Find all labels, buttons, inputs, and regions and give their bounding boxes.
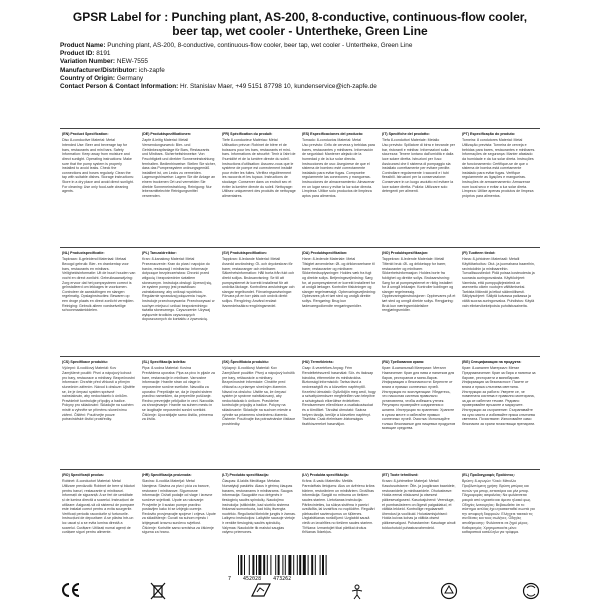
spec-cell	[60, 248, 140, 356]
spec-material: Kraan: 8-juhtmeline Materjal: Metall	[382, 478, 439, 483]
spec-cell	[140, 129, 220, 247]
spec-material: Krāns: 8-vadu Materiāls: Metāls	[302, 478, 353, 483]
triman-icon	[348, 582, 366, 605]
spec-material: Tomado: 8-conductos Material: Metal	[302, 137, 361, 142]
spec-heading: (FI) Tuotteen tiedot:	[462, 251, 496, 255]
barcode-bar	[308, 555, 309, 575]
spec-material: Hana: 8-johtoinen Materiaali: Metalli	[462, 256, 520, 261]
language-specification-grid	[60, 128, 540, 579]
spec-material: Tappkran: 8-ledande Material: Metall	[222, 256, 281, 261]
info-label: Contact Person & Contact Information:	[60, 83, 179, 91]
spec-material: Výčepní: 8-vodičový Materiál: Kov	[62, 365, 117, 370]
spec-body: Verwendungszweck: Bier- und Getränkezapfanlage für Bars, Restaurants und Minibars. Sicherheitshinweise: Von Feuchtigkeit und direkter Sonneneinstrahlung fernhalten. Bedienhinweise: Stellen Sie sicher, dass das Pumpensystem ordnungsgemäß installiert ist, um Lecks zu vermeiden. Lagerungshinweise: Lagern Sie die Anlage an einem trockenen Ort und vermeiden Sie direkte Sonneneinstrahlung. Reinigung: Nur lebensmittelechte Reinigungsmittel verwenden.	[142, 143, 216, 198]
spec-heading: (ES) Especificaciones del producto:	[302, 132, 364, 136]
spec-body: Numatytoji paskirtis: Alaus ir gėrimų čiaupas barams, restoranams ir minibarams. Saugos informacija: Saugokite nuo drėgmės ir tiesioginių saulės spindulių. Naudojimo instrukcija: Įsitikinkite, kad siurblio sistema tinkamai sumontuota, kad būtų išvengta nuotėkio. Reguliariai tikrinkite jungtis ir žarnas. Laikymo instrukcijos: Laikykite sausoje vietoje ir venkite tiesioginių saulės spindulių. Valymas: Naudokite tik maistui saugias valymo priemones.	[222, 484, 296, 535]
spec-heading: (PT) Especificação do produto:	[462, 132, 516, 136]
barcode-bar	[252, 555, 254, 575]
barcode-bar	[263, 555, 265, 575]
barcode-left-digits: 452028	[243, 576, 262, 582]
spec-heading: (SK) Špecifikácia produktu:	[222, 360, 269, 364]
info-product-name	[60, 42, 540, 50]
spec-material: Tiefe 8-conducteur Matériau: Métal	[222, 137, 278, 142]
spec-heading: (SV) Produktspecifikation:	[222, 251, 267, 255]
info-value: Germany	[116, 74, 144, 82]
barcode-bar	[311, 555, 313, 575]
spec-cell	[140, 357, 220, 469]
spec-body: Predvidena uporaba: Pipa za pivo in pijače za bare, restavracije in minibare. Varnostne informacije: Hranite stran od vlage in neposredne sončne svetlobe. Navodila za uporabo: Prepričajte se, da je črpalni sistem pravilno nameščen, da preprečite puščanje. Redno preverjajte priključke in cevi. Navodila za shranjevanje: Hranite na suhem mestu in se izogibajte neposredni sončni svetlobi. Čiščenje: Uporabljajte samo čistila, primerna za živila.	[142, 371, 215, 422]
spec-heading: (HU) Termékleírás:	[302, 360, 334, 364]
spec-cell	[460, 248, 540, 356]
spec-heading: (EL) Προδιαγραφές Προϊόντος:	[462, 473, 515, 477]
spec-material: Кран: 8-канальный Материал: Металл	[382, 365, 446, 370]
spec-material: Výčapný: 8-vodičový Materiál: Kov	[222, 365, 277, 370]
spec-cell	[380, 129, 460, 247]
spec-heading: (BG) Спецификация на продукта:	[462, 360, 522, 364]
spec-material: Tappekran: 8-ledende Materiale: Metall	[382, 256, 445, 261]
spec-band	[60, 356, 540, 469]
spec-cell	[460, 470, 540, 579]
spec-cell	[140, 248, 220, 356]
info-value: 8191	[96, 50, 111, 58]
spec-heading: (LT) Produkto specifikacija:	[222, 473, 269, 477]
spec-body: Zamýšlené použití: Pivní a nápojový kohout pro bary, restaurace a minibary. Bezpečnostní informace: Chraňte před vlhkostí a přímým slunečním zářením. Návod k obsluze: Ujistěte se, že je čerpací systém správně nainstalován, aby nedocházelo k únikům. Pravidelně kontrolujte přípojky a hadice. Pokyny pro skladování: Skladujte na suchém místě a vyhněte se přímému slunečnímu záření. Čištění: Používejte pouze potravinářské čisticí prostředky.	[62, 371, 135, 422]
spec-body: Kasutusotstarve: Õlle- ja joogikraan baaridele, restoranidele ja minibaaridele. Ohutusteave: Hoida eemal niiskusest ja otsesest päikesevalgusest. Kasutusjuhend: Veenduge, et pumbasüsteem on õigesti paigaldatud, et vältida lekkeid. Kontrollige regulaarselt ühendusi ja voolikuid. Hoiustamisjuhised: Hoida kuivas kohas ja vältida otsest päikesevalgust. Puhastamine: Kasutage ainult toiduohutuid puhastusvahendeid.	[382, 484, 456, 530]
weee-bin-icon	[150, 582, 166, 605]
spec-cell	[380, 470, 460, 579]
spec-material: Кран: 8-канален Материал: Метал	[462, 365, 520, 370]
barcode-bar	[282, 555, 283, 575]
recycling-icon	[440, 582, 458, 605]
info-value: NEW-7555	[116, 58, 148, 66]
spec-cell	[140, 470, 220, 579]
barcode-lead-digit: 7	[228, 576, 232, 582]
spec-band	[60, 247, 540, 356]
barcode-bar	[278, 555, 280, 575]
info-label: Product ID:	[60, 50, 95, 58]
spec-body: Paredzētais lietojums: Alus un dzērienu krāns bāriem, restorāniem un minibāriem. Drošības informācija: Sargāt no mitruma un tiešiem saules stariem. Lietošanas instrukcija: Pārliecinieties, ka sūkņa sistēma ir pareizi uzstādīta, lai izvairītos no noplūdēm. Regulāri pārbaudiet savienojumus un šļūtenes. Uzglabāšanas norādījumi: Uzglabāt sausā vietā un izvairīties no tiešiem saules stariem. Tīrīšana: Izmantojiet tikai pārtikai drošus tīrīšanas līdzekļus.	[302, 484, 375, 535]
spec-heading: (FR) Spécification du produit:	[222, 132, 273, 136]
barcode-bar	[303, 555, 306, 575]
spec-cell	[380, 248, 460, 356]
spec-heading: (EN) Product Specification:	[62, 132, 109, 136]
spec-body: Namjena: Slavina za pivo i pića za barove, restorane i minibarove. Sigurnosne informacije: Držati podalje od vlage i izravne sunčeve svjetlosti. Upute za rukovanje: Provjerite je li sustav pumpe pravilno postavljen kako bi se izbjeglo curenje. Redovito provjeravajte spojeve i crijeva. Upute za skladištenje: Čuvati na suhom mjestu i izbjegavati izravnu sunčevu svjetlost. Čišćenje: Koristite samo sredstva za čišćenje sigurna za hranu.	[142, 484, 216, 535]
info-label: Product Name:	[60, 42, 106, 49]
spec-heading: (NL) Productspecificatie:	[62, 251, 105, 255]
barcode-bar	[293, 555, 294, 575]
barcode	[236, 555, 364, 575]
spec-heading: (NO) Produktspesifikasjon:	[382, 251, 429, 255]
info-variation-number	[60, 58, 540, 66]
barcode-bar	[258, 555, 261, 575]
info-value: Hr. Stanislav Maer, +49 5151 87798 10, kundenservice@ich-zapfe.de	[180, 83, 377, 91]
spec-body: Utilizare prevăzută: Robinet de bere și băuturi pentru baruri, restaurante și minibaruri. Informații de siguranță: A se feri de umiditate și de lumina directă a soarelui. Instrucțiuni de utilizare: Asigurați-vă că sistemul de pompare este instalat corect pentru a evita scurgerile. Verificați periodic racordurile și furtunurile. Instrucțiuni de depozitare: A se păstra într-un loc uscat și a se evita lumina directă a soarelui. Curățare: Utilizați numai agenți de curățare siguri pentru alimente.	[62, 484, 135, 535]
spec-material: Robinet: 8-conductori Material: Metal	[62, 478, 121, 483]
spec-cell	[220, 357, 300, 469]
spec-body: Utilização prevista: Torneira de cerveja e bebidas para bares, restaurantes e minibares. Informações de segurança: Manter afastado da humidade e da luz solar direta. Instruções de funcionamento: Certifique-se de que o sistema de bomba está corretamente instalado para evitar fugas. Verifique regularmente as ligações e mangueiras. Instruções de armazenamento: Armazenar num local seco e evitar a luz solar direta. Limpeza: Utilize apenas produtos de limpeza próprios para alimentos.	[462, 143, 536, 198]
spec-body: Utilisation prévue: Robinet de bière et de boissons pour les bars, restaurants et mini-bars. Informations de sécurité: Tenir à l'abri de l'humidité et de la lumière directe du soleil. Instructions d'utilisation: Assurez-vous que le système de pompe est correctement installé pour éviter les fuites. Vérifiez régulièrement les raccords et les tuyaux. Instructions de stockage: Conserver dans un endroit sec et éviter la lumière directe du soleil. Nettoyage: Utilisez uniquement des produits de nettoyage alimentaires.	[222, 143, 296, 198]
spec-material: Disc 8-conductive Material: Metal	[62, 137, 115, 142]
spec-cell	[380, 357, 460, 469]
barcode-bar	[270, 555, 271, 575]
spec-heading: (RO) Specificații produs:	[62, 473, 105, 477]
info-label: Variation Number:	[60, 58, 116, 66]
info-label: Country of Origin:	[60, 74, 116, 82]
spec-body: Предназначение: Кран за бира и напитки за барове, ресторанти и минибарове. Информация за безопасност: Пазете от влага и пряка слънчева светлина. Инструкции за работа: Уверете се, че помпената система е правилно монтирана, за да се избегнат течове. Редовно проверявайте връзките и маркучите. Инструкции за съхранение: Съхранявайте на сухо място и избягвайте пряка слънчева светлина. Почистване: Използвайте само безопасни за храни почистващи препарати.	[462, 371, 536, 426]
barcode-bar	[297, 555, 298, 575]
barcode-bar	[249, 555, 250, 575]
barcode-bar	[240, 555, 242, 575]
spec-material: Čiaupas: 8-laidis Medžiaga: Metalas	[222, 478, 280, 483]
spec-cell	[60, 129, 140, 247]
spec-body: Zamýšľané použitie: Pivný a nápojový kohútik pre bary, reštaurácie a minibary. Bezpečnostné informácie: Chráňte pred vlhkosťou a priamym slnečným žiarením. Návod na obsluhu: Uistite sa, že čerpací systém je správne nainštalovaný, aby nedochádzalo k únikom. Pravidelne kontrolujte prípojky a hadice. Pokyny na skladovanie: Skladujte na suchom mieste a vyhnite sa priamemu slnečnému žiareniu. Čistenie: Používajte iba potravinárske čistiace prostriedky.	[222, 371, 296, 426]
spec-cell	[460, 129, 540, 247]
info-value: Punching plant, AS-200, 8-conductive, continuous-flow cooler, beer tap, wet cooler - Untertheke, Green Line	[107, 42, 413, 49]
spec-body: Uso previsto: Spillatore di birra e bevande per bar, ristoranti e minibar. Informazioni sulla sicurezza: Tenere lontano dall'umidità e dalla luce solare diretta. Istruzioni per l'uso: Assicurarsi che il sistema di pompaggio sia installato correttamente per evitare perdite. Controllare regolarmente i raccordi e i tubi flessibili. Istruzioni per la conservazione: Conservare in un luogo asciutto ed evitare la luce solare diretta. Pulizia: Utilizzare solo detergenti per alimenti.	[382, 143, 455, 194]
info-label: Manufacturer/Distributor:	[60, 66, 138, 74]
barcode-bar	[267, 555, 268, 575]
spec-heading: (HR) Specifikacija proizvoda:	[142, 473, 192, 477]
info-country-of-origin	[60, 75, 540, 83]
spec-cell	[60, 357, 140, 469]
barcode-bar	[256, 555, 257, 575]
spec-cell	[460, 357, 540, 469]
barcode-right-digits: 473262	[273, 576, 292, 582]
info-value: ich-zapfe	[138, 66, 165, 74]
compliance-icons	[60, 582, 540, 600]
barcode-bar	[244, 555, 245, 575]
spec-material: Zapfe 8-leitig Material: Metall	[142, 137, 189, 142]
spec-body: Uso previsto: Grifo de cerveza y bebidas para bares, restaurantes y minibares. Información de seguridad: Mantener alejado de la humedad y de la luz solar directa. Instrucciones de uso: Asegúrese de que el sistema de bombeo esté correctamente instalado para evitar fugas. Compruebe regularmente las conexiones y mangueras. Instrucciones de almacenamiento: Almacenar en un lugar seco y evitar la luz solar directa. Limpieza: Utilice solo productos de limpieza aptos para alimentos.	[302, 143, 375, 198]
spec-material: Slavina: 8-vodiča Materijal: Metal	[142, 478, 195, 483]
spec-body: Προβλεπόμενη χρήση: Βρύση μπύρας και ποτών για μπαρ, εστιατόρια και μίνι μπαρ. Πληροφορίες ασφαλείας: Να φυλάσσεται μακριά από υγρασία και άμεσο ηλιακό φως. Οδηγίες λειτουργίας: Βεβαιωθείτε ότι το σύστημα αντλίας έχει εγκατασταθεί σωστά για την αποφυγή διαρροών. Ελέγχετε τακτικά τις συνδέσεις και τους σωλήνες. Οδηγίες αποθήκευσης: Φυλάσσετε σε ξηρό μέρος. Καθαρισμός: Χρησιμοποιείτε μόνο καθαριστικά κατάλληλα για τρόφιμα.	[462, 484, 535, 535]
spec-cell	[300, 248, 380, 356]
spec-heading: (DE) Produktspezifikationen:	[142, 132, 192, 136]
spec-body: Intended Use: Beer and beverage tap for bars, restaurants and mini bars. Safety Information: Keep away from moisture and direct sunlight. Operating instructions: Make sure that the pump system is properly installed to avoid leaks. Check the connections and hoses regularly. Clean the tap with suitable dishes. Storage instructions: Store in a dry place and avoid direct sunlight. For cleaning: Use only food-safe cleaning agents.	[62, 143, 134, 194]
barcode-bar	[288, 555, 291, 575]
info-contact	[60, 83, 540, 91]
spec-body: Назначение: Кран для пива и напитков для баров, ресторанов и мини-баров. Информация о безопасности: Берегите от влаги и прямых солнечных лучей. Инструкция по эксплуатации: Убедитесь, что насосная система правильно установлена, чтобы избежать утечек. Регулярно проверяйте соединения и шланги. Инструкции по хранению: Храните в сухом месте и избегайте прямых солнечных лучей. Очистка: Используйте только безопасные для пищевых продуктов моющие средства.	[382, 371, 456, 431]
barcode-bar	[326, 555, 327, 575]
spec-body: Beoogd gebruik: Bier- en drankentap voor bars, restaurants en minibars. Veiligheidsinformatie: Uit de buurt houden van vocht en direct zonlicht. Gebruiksaanwijzing: Zorg ervoor dat het pompsysteem correct is geïnstalleerd om lekkages te voorkomen. Controleer de aansluitingen en slangen regelmatig. Opslaginstructies: Bewaren op een droge plaats en direct zonlicht vermijden. Reiniging: Gebruik alleen voedselveilige schoonmaakmiddelen.	[62, 262, 136, 313]
info-product-id	[60, 50, 540, 58]
spec-heading: (IT) Specifiche del prodotto:	[382, 132, 430, 136]
barcode-bar	[285, 555, 286, 575]
spec-material: Torneira: 8 condutores Material: Metal	[462, 137, 523, 142]
spec-material: Βρύση: 8-αγωγών Υλικό: Μέταλλο	[462, 478, 517, 483]
barcode-bar	[299, 555, 301, 575]
info-manufacturer	[60, 67, 540, 75]
spec-cell	[220, 129, 300, 247]
spec-body: Rendeltetésszerű használat: Sör- és italcsap bárokba, éttermekbe és minibárokba. Biztonsági információk: Tartsa távol a nedvességtől és a közvetlen napfénytől. Kezelési útmutató: Győződjön meg arról, hogy a szivattyúrendszer megfelelően van telepítve a szivárgások elkerülése érdekében. Rendszeresen ellenőrizze a csatlakozásokat és a tömlőket. Tárolási útmutató: Száraz helyen tárolja, kerülje a közvetlen napfényt. Tisztítás: Csak élelmiszer-biztonságos tisztítószereket használjon.	[302, 371, 376, 426]
barcode-bar	[322, 555, 324, 575]
spec-heading: (SL) Specifikacija izdelka:	[142, 360, 186, 364]
paper-recycling-icon	[522, 582, 540, 605]
barcode-bar	[320, 555, 321, 575]
spec-cell	[220, 248, 300, 356]
spec-body: Tilsigtet anvendelse: Øl- og drikkevarehane til barer, restauranter og minibarer. Sikkerhedsoplysninger: Holdes væk fra fugt og direkte sollys. Betjeningsvejledning: Sørg for, at pumpesystemet er korrekt installeret for at undgå lækager. Kontroller tilslutninger og slanger regelmæssigt. Opbevaringsvejledning: Opbevares på et tørt sted og undgå direkte sollys. Rengøring: Brug kun fødevaregodkendte rengøringsmidler.	[302, 262, 376, 308]
spec-cell	[300, 357, 380, 469]
spec-material: Csap: 8-vezetékes Anyag: Fém	[302, 365, 352, 370]
barcode-bar	[275, 555, 276, 575]
spec-heading: (DA) Produktspecifikation:	[302, 251, 348, 255]
spec-heading: (LV) Produkta specifikācija:	[302, 473, 349, 477]
spec-material: Tiefa 8-conduttori Materiale: Metallo	[382, 137, 440, 142]
spec-material: Hane: 8-ledende Materiale: Metal	[302, 256, 356, 261]
spec-heading: (CS) Specifikace produktu:	[62, 360, 108, 364]
product-info	[60, 42, 540, 91]
spec-body: Käyttötarkoitus: Olut- ja juomahana baareihin, ravintoloihin ja minibaareihin. Turvallisuustiedot: Pidä poissa kosteudesta ja suorasta auringonvalosta. Käyttöohjeet: Varmista, että pumppujärjestelmä on asennettu oikein vuotojen välttämiseksi. Tarkista liitännät ja letkut säännöllisesti. Säilytysohjeet: Säilytä kuivassa paikassa ja vältä suoraa auringonvaloa. Puhdistus: Käytä vain elintarvikekelpoisia puhdistusaineita.	[462, 262, 535, 308]
spec-material: Kran: 8-kanałowy Materiał: Metal	[142, 256, 195, 261]
spec-body: Avsedd användning: Öl- och dryckeskran för barer, restauranger och minibarer. Säkerhetsinformation: Håll borta från fukt och direkt solljus. Bruksanvisning: Se till att pumpsystemet är korrekt installerat för att undvika läckage. Kontrollera anslutningar och slangar regelbundet. Förvaringsanvisningar: Förvara på en torr plats och undvik direkt solljus. Rengöring: Använd endast livsmedelssäkra rengöringsmedel.	[222, 262, 295, 308]
spec-heading: (ET) Toote tehnilised:	[382, 473, 419, 477]
spec-cell	[60, 470, 140, 579]
spec-heading: (PL) Tarcza/dreiktor:	[142, 251, 177, 255]
barcode-bar	[315, 555, 316, 575]
spec-body: Tiltenkt bruk: Øl- og drikketapp for barer, restauranter og minibarer. Sikkerhetsinformasjon: Holdes borte fra fuktighet og direkte sollys. Bruksanvisning: Sørg for at pumpesystemet er riktig installert for å unngå lekkasjer. Kontroller koblinger og slanger regelmessig. Oppbevaringsinstruksjoner: Oppbevares på et tørt sted og unngå direkte sollys. Rengjøring: Bruk kun næringsmiddelsikre rengjøringsmidler.	[382, 262, 456, 313]
spec-material: Tapkraan: 8-geleidend Materiaal: Metaal	[62, 256, 127, 261]
page-title: GPSR Label for : Punching plant, AS-200, 8-conductive, continuous-flow cooler, beer tap, wet cooler - Untertheke, Green Line	[72, 10, 528, 38]
barcode-bar	[238, 555, 239, 575]
spec-heading: (RU) Требования крана:	[382, 360, 425, 364]
spec-material: Pipa: 8-vodna Material: Kovina	[142, 365, 191, 370]
spec-body: Przeznaczenie: Kran do piwa i napojów do barów, restauracji i minibarów. Informacje dotyczące bezpieczeństwa: Chronić przed wilgocią i bezpośrednim światłem słonecznym. Instrukcja obsługi: Upewnij się, że system pompy jest prawidłowo zainstalowany, aby uniknąć wycieków. Regularnie sprawdzaj połączenia i węże. Instrukcje przechowywania: Przechowywać w suchym miejscu i unikać bezpośredniego światła słonecznego. Czyszczenie: Używaj wyłącznie środków czyszczących dopuszczonych do kontaktu z żywnością.	[142, 262, 215, 322]
spec-band	[60, 128, 540, 247]
spec-cell	[300, 129, 380, 247]
